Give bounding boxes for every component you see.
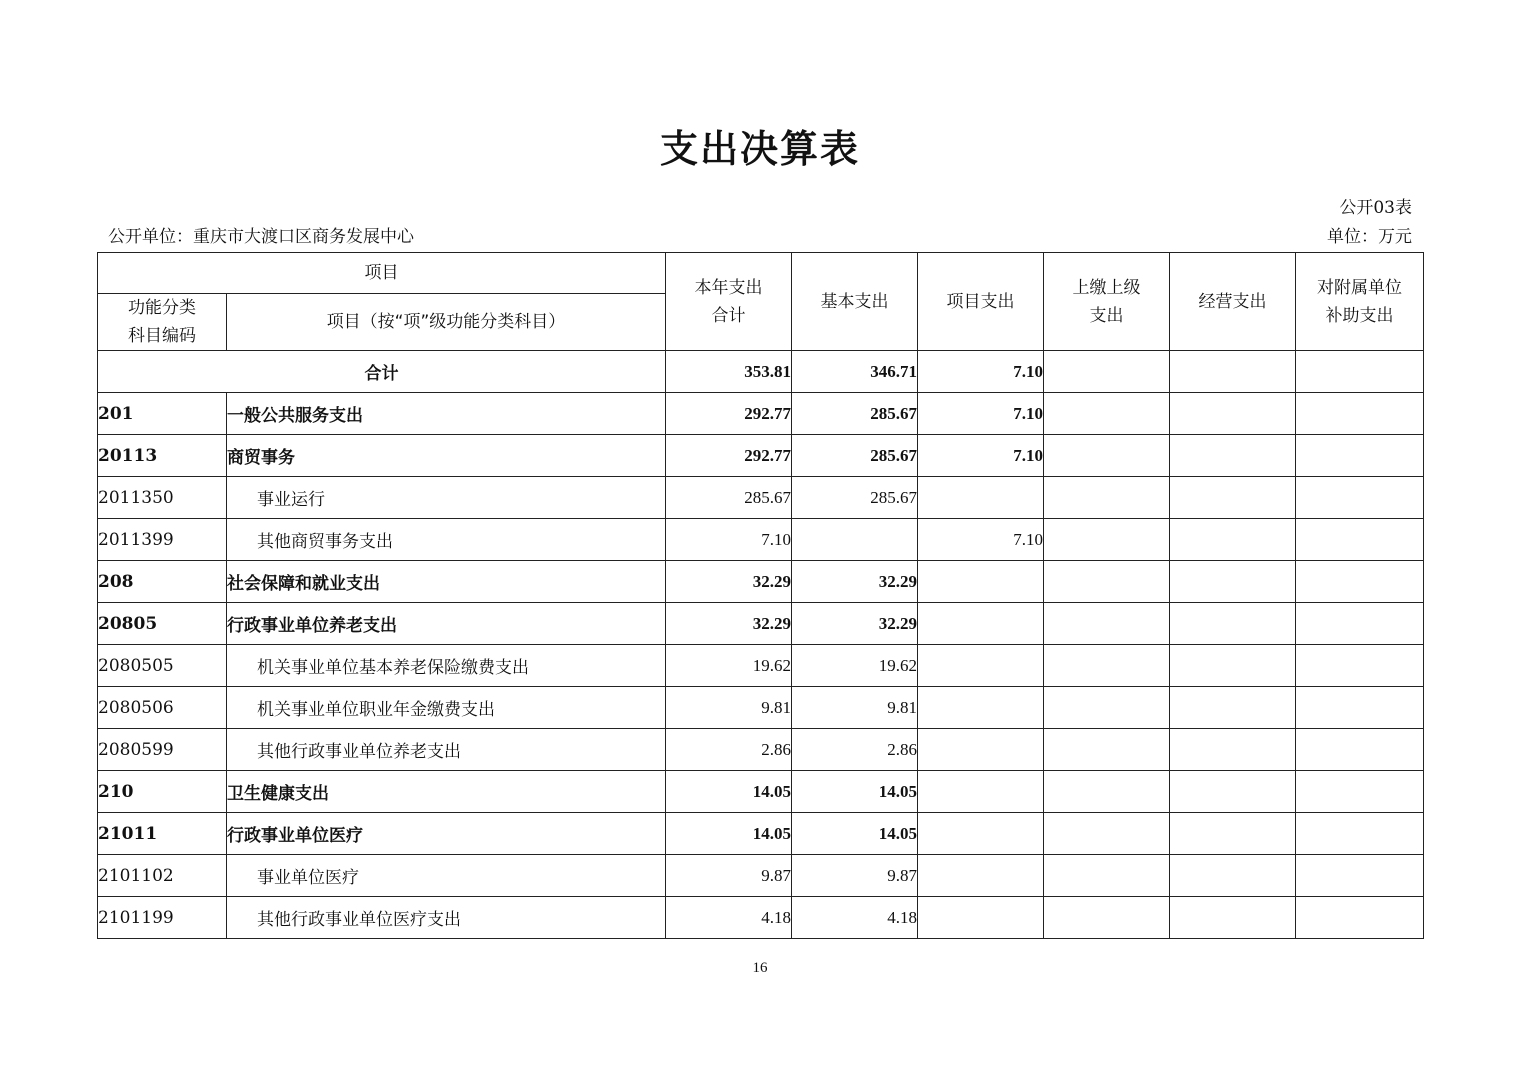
row-name: 机关事业单位职业年金缴费支出 bbox=[227, 687, 666, 729]
row-subsidy bbox=[1296, 813, 1424, 855]
row-business bbox=[1170, 435, 1296, 477]
row-business bbox=[1170, 897, 1296, 939]
row-upper bbox=[1044, 771, 1170, 813]
page-title: 支出决算表 bbox=[659, 127, 860, 171]
row-total: 9.87 bbox=[666, 855, 792, 897]
row-upper bbox=[1044, 435, 1170, 477]
row-project bbox=[918, 645, 1044, 687]
row-code: 2011350 bbox=[98, 477, 227, 519]
row-basic: 4.18 bbox=[792, 897, 918, 939]
total-upper bbox=[1044, 351, 1170, 393]
header-name bbox=[227, 294, 666, 351]
row-code: 2011399 bbox=[98, 519, 227, 561]
total-basic: 346.71 bbox=[792, 351, 918, 393]
row-upper bbox=[1044, 519, 1170, 561]
table-row bbox=[98, 519, 1424, 561]
table-row bbox=[98, 729, 1424, 771]
row-subsidy bbox=[1296, 645, 1424, 687]
row-upper bbox=[1044, 645, 1170, 687]
page-number: 16 bbox=[752, 960, 768, 976]
row-name: 一般公共服务支出 bbox=[227, 393, 666, 435]
row-project bbox=[918, 897, 1044, 939]
total-amount: 353.81 bbox=[666, 351, 792, 393]
row-project bbox=[918, 729, 1044, 771]
row-subsidy bbox=[1296, 687, 1424, 729]
row-code: 2101199 bbox=[98, 897, 227, 939]
header-subsidy-label: 对附属单位补助支出 bbox=[1317, 277, 1402, 326]
row-total: 292.77 bbox=[666, 435, 792, 477]
table-row bbox=[98, 855, 1424, 897]
row-business bbox=[1170, 561, 1296, 603]
row-total: 292.77 bbox=[666, 393, 792, 435]
row-project bbox=[918, 813, 1044, 855]
row-code: 20113 bbox=[98, 435, 227, 477]
row-basic: 32.29 bbox=[792, 561, 918, 603]
header-project: 项目 bbox=[98, 253, 666, 294]
row-name: 社会保障和就业支出 bbox=[227, 561, 666, 603]
row-basic: 9.87 bbox=[792, 855, 918, 897]
row-basic bbox=[792, 519, 918, 561]
row-total: 32.29 bbox=[666, 561, 792, 603]
header-total bbox=[666, 253, 792, 351]
unit-label: 单位：万元 bbox=[1327, 227, 1412, 247]
header-business: 经营支出 bbox=[1170, 253, 1296, 351]
row-business bbox=[1170, 729, 1296, 771]
header-subsidy bbox=[1296, 253, 1424, 351]
row-upper bbox=[1044, 897, 1170, 939]
row-total: 4.18 bbox=[666, 897, 792, 939]
row-total: 7.10 bbox=[666, 519, 792, 561]
header-project-expense: 项目支出 bbox=[918, 253, 1044, 351]
row-code: 2080599 bbox=[98, 729, 227, 771]
row-project: 7.10 bbox=[918, 519, 1044, 561]
row-total: 14.05 bbox=[666, 813, 792, 855]
row-business bbox=[1170, 813, 1296, 855]
total-label: 合计 bbox=[98, 351, 666, 393]
row-business bbox=[1170, 393, 1296, 435]
row-total: 9.81 bbox=[666, 687, 792, 729]
row-name: 事业运行 bbox=[227, 477, 666, 519]
row-total: 285.67 bbox=[666, 477, 792, 519]
row-name: 机关事业单位基本养老保险缴费支出 bbox=[227, 645, 666, 687]
row-basic: 9.81 bbox=[792, 687, 918, 729]
row-name: 其他行政事业单位医疗支出 bbox=[227, 897, 666, 939]
row-business bbox=[1170, 687, 1296, 729]
row-code: 2101102 bbox=[98, 855, 227, 897]
header-code bbox=[98, 294, 227, 351]
row-name: 事业单位医疗 bbox=[227, 855, 666, 897]
row-basic: 285.67 bbox=[792, 435, 918, 477]
organization-label: 公开单位：重庆市大渡口区商务发展中心 bbox=[108, 227, 414, 247]
total-project: 7.10 bbox=[918, 351, 1044, 393]
table-row bbox=[98, 813, 1424, 855]
table-row bbox=[98, 393, 1424, 435]
row-project: 7.10 bbox=[918, 435, 1044, 477]
row-code: 2080506 bbox=[98, 687, 227, 729]
total-subsidy bbox=[1296, 351, 1424, 393]
header-basic: 基本支出 bbox=[792, 253, 918, 351]
header-name-label: 项目（按“项”级功能分类科目） bbox=[326, 312, 566, 332]
row-name: 其他行政事业单位养老支出 bbox=[227, 729, 666, 771]
row-subsidy bbox=[1296, 897, 1424, 939]
table-row bbox=[98, 435, 1424, 477]
row-code: 201 bbox=[98, 393, 227, 435]
table-row bbox=[98, 561, 1424, 603]
total-row bbox=[98, 351, 1424, 393]
row-business bbox=[1170, 519, 1296, 561]
row-name: 行政事业单位医疗 bbox=[227, 813, 666, 855]
row-code: 210 bbox=[98, 771, 227, 813]
row-project bbox=[918, 687, 1044, 729]
row-subsidy bbox=[1296, 519, 1424, 561]
table-row bbox=[98, 645, 1424, 687]
row-name: 其他商贸事务支出 bbox=[227, 519, 666, 561]
row-upper bbox=[1044, 687, 1170, 729]
row-upper bbox=[1044, 855, 1170, 897]
row-project: 7.10 bbox=[918, 393, 1044, 435]
row-total: 32.29 bbox=[666, 603, 792, 645]
row-project bbox=[918, 855, 1044, 897]
row-upper bbox=[1044, 393, 1170, 435]
table-row bbox=[98, 477, 1424, 519]
row-name: 行政事业单位养老支出 bbox=[227, 603, 666, 645]
table-number: 公开03表 bbox=[1339, 198, 1412, 218]
table-row bbox=[98, 603, 1424, 645]
table-row bbox=[98, 897, 1424, 939]
expenditure-table bbox=[97, 252, 1424, 939]
row-basic: 285.67 bbox=[792, 393, 918, 435]
header-upper-label: 上缴上级支出 bbox=[1072, 277, 1141, 326]
row-subsidy bbox=[1296, 729, 1424, 771]
row-business bbox=[1170, 855, 1296, 897]
row-code: 2080505 bbox=[98, 645, 227, 687]
row-total: 2.86 bbox=[666, 729, 792, 771]
row-total: 14.05 bbox=[666, 771, 792, 813]
row-upper bbox=[1044, 813, 1170, 855]
row-project bbox=[918, 771, 1044, 813]
row-total: 19.62 bbox=[666, 645, 792, 687]
row-subsidy bbox=[1296, 477, 1424, 519]
row-code: 20805 bbox=[98, 603, 227, 645]
header-upper bbox=[1044, 253, 1170, 351]
header-total-label: 本年支出合计 bbox=[694, 277, 763, 326]
row-subsidy bbox=[1296, 603, 1424, 645]
row-subsidy bbox=[1296, 393, 1424, 435]
row-basic: 285.67 bbox=[792, 477, 918, 519]
row-business bbox=[1170, 645, 1296, 687]
row-upper bbox=[1044, 561, 1170, 603]
row-name: 卫生健康支出 bbox=[227, 771, 666, 813]
row-basic: 2.86 bbox=[792, 729, 918, 771]
row-project bbox=[918, 603, 1044, 645]
row-basic: 14.05 bbox=[792, 771, 918, 813]
header-code-label: 功能分类科目编码 bbox=[128, 298, 196, 346]
row-project bbox=[918, 477, 1044, 519]
row-basic: 14.05 bbox=[792, 813, 918, 855]
row-subsidy bbox=[1296, 435, 1424, 477]
row-upper bbox=[1044, 603, 1170, 645]
row-name: 商贸事务 bbox=[227, 435, 666, 477]
row-business bbox=[1170, 603, 1296, 645]
row-basic: 19.62 bbox=[792, 645, 918, 687]
row-project bbox=[918, 561, 1044, 603]
row-code: 208 bbox=[98, 561, 227, 603]
row-code: 21011 bbox=[98, 813, 227, 855]
total-business bbox=[1170, 351, 1296, 393]
row-subsidy bbox=[1296, 855, 1424, 897]
row-upper bbox=[1044, 729, 1170, 771]
row-subsidy bbox=[1296, 771, 1424, 813]
row-upper bbox=[1044, 477, 1170, 519]
table-row bbox=[98, 771, 1424, 813]
table-row bbox=[98, 687, 1424, 729]
row-business bbox=[1170, 477, 1296, 519]
row-basic: 32.29 bbox=[792, 603, 918, 645]
row-business bbox=[1170, 771, 1296, 813]
row-subsidy bbox=[1296, 561, 1424, 603]
